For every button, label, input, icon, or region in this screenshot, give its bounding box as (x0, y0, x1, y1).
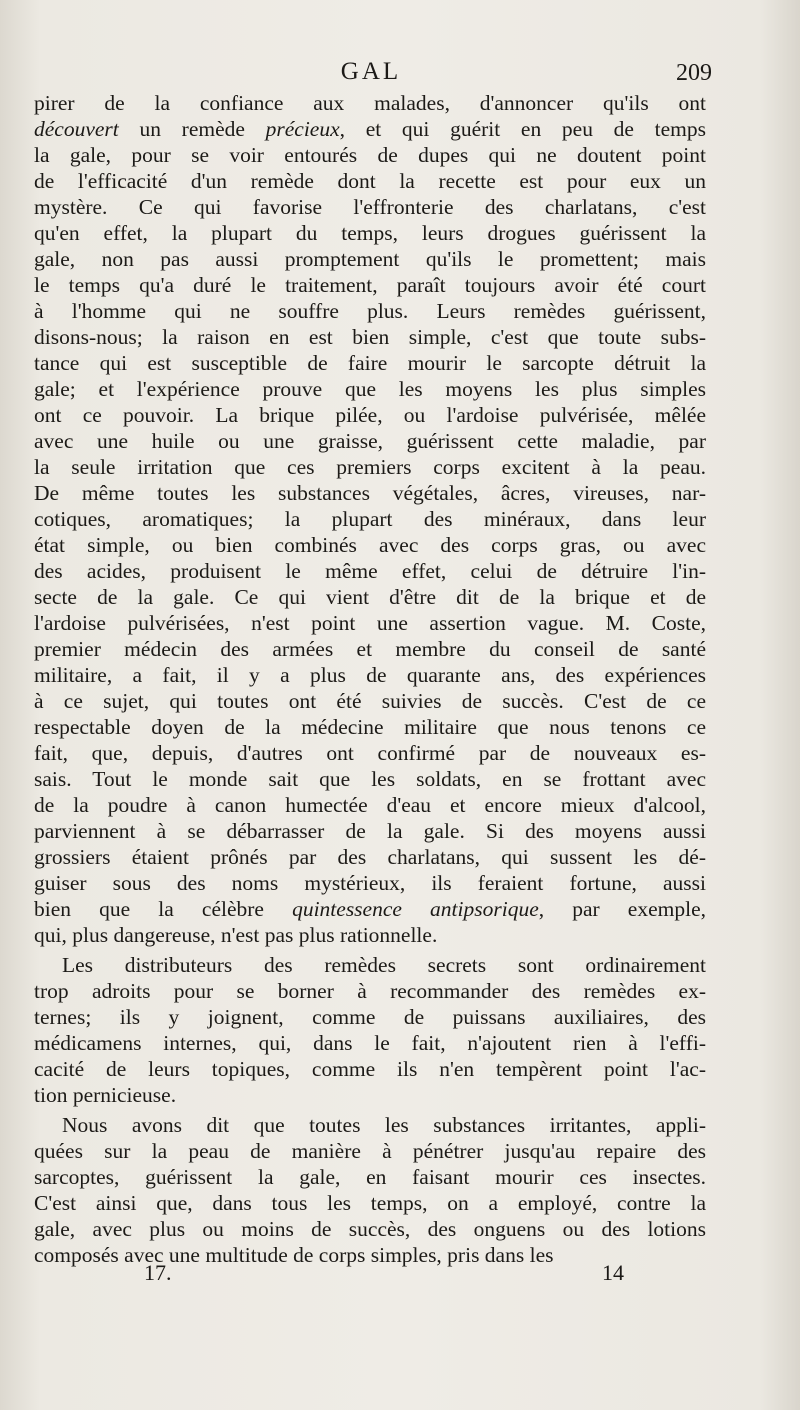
text-line (34, 1190, 706, 1216)
text-line (34, 1216, 706, 1242)
text-line (34, 532, 706, 558)
text-line (34, 818, 706, 844)
text-run: gale, avec plus ou moins de succès, des onguens ou des lotions (34, 1217, 706, 1241)
text-line (34, 194, 706, 220)
text-run: l'ardoise pulvérisées, n'est point une assertion vague. M. Coste, (34, 611, 706, 635)
text-run: Nous avons dit que toutes les substances irritantes, appli- (62, 1113, 706, 1137)
text-run: avec une huile ou une graisse, guérissent cette maladie, par (34, 429, 706, 453)
text-run: bien que la célèbre (34, 897, 293, 921)
text-run: à l'homme qui ne souffre plus. Leurs remèdes guérissent, (34, 299, 706, 323)
text-run: qui, plus dangereuse, n'est pas plus rationnelle. (34, 923, 438, 947)
text-line (34, 714, 706, 740)
text-run: ont ce pouvoir. La brique pilée, ou l'ardoise pulvérisée, mêlée (34, 403, 706, 427)
text-run: un remède (118, 117, 266, 141)
text-run: de l'efficacité d'un remède dont la recette est pour eux un (34, 169, 706, 193)
text-run: sais. Tout le monde sait que les soldats, en se frottant avec (34, 767, 706, 791)
text-run: la gale, pour se voir entourés de dupes qui ne doutent point (34, 143, 706, 167)
text-run: parviennent à se débarrasser de la gale. Si des moyens aussi (34, 819, 706, 843)
text-line (34, 298, 706, 324)
text-line (34, 1030, 706, 1056)
text-run: ternes; ils y joignent, comme de puissans auxiliaires, des (34, 1005, 706, 1029)
text-line (34, 402, 706, 428)
text-run: grossiers étaient prônés par des charlatans, qui sussent les dé- (34, 845, 706, 869)
text-line (34, 636, 706, 662)
text-run: militaire, a fait, il y a plus de quarante ans, des expériences (34, 663, 706, 687)
text-line (34, 792, 706, 818)
text-line (34, 896, 706, 922)
text-run: trop adroits pour se borner à recommander des remèdes ex- (34, 979, 706, 1003)
text-line (34, 870, 706, 896)
text-run: sarcoptes, guérissent la gale, en faisant mourir ces insectes. (34, 1165, 706, 1189)
text-run: tance qui est susceptible de faire mourir le sarcopte détruit la (34, 351, 706, 375)
text-run: médicamens internes, qui, dans le fait, n'ajoutent rien à l'effi- (34, 1031, 706, 1055)
text-line (34, 1164, 706, 1190)
text-line (34, 428, 706, 454)
text-line (34, 246, 706, 272)
text-run: quées sur la peau de manière à pénétrer jusqu'au repaire des (34, 1139, 706, 1163)
text-run: premier médecin des armées et membre du conseil de santé (34, 637, 706, 661)
text-line (34, 740, 706, 766)
text-line (34, 952, 706, 978)
text-line (34, 142, 706, 168)
page-footer (34, 1260, 706, 1290)
text-line (34, 978, 706, 1004)
text-run: qu'en effet, la plupart du temps, leurs drogues guérissent la (34, 221, 706, 245)
text-line (34, 662, 706, 688)
italic-run: précieux (265, 117, 340, 141)
paragraph (34, 1112, 706, 1268)
text-run: de la poudre à canon humectée d'eau et encore mieux d'alcool, (34, 793, 706, 817)
sheet-number: 14 (602, 1260, 624, 1285)
text-run: Les distributeurs des remèdes secrets sont ordinairement (62, 953, 706, 977)
text-run: C'est ainsi que, dans tous les temps, on a employé, contre la (34, 1191, 706, 1215)
running-head: GAL (340, 58, 402, 85)
text-run: le temps qu'a duré le traitement, paraît toujours avoir été court (34, 273, 706, 297)
text-line (34, 766, 706, 792)
text-run: , et qui guérit en peu de temps (339, 117, 707, 141)
text-run: mystère. Ce qui favorise l'effronterie des charlatans, c'est (34, 195, 706, 219)
text-line (34, 558, 706, 584)
italic-run: découvert (34, 117, 119, 141)
text-line (34, 1056, 706, 1082)
text-line (34, 272, 706, 298)
text-line (34, 1082, 706, 1108)
text-line (34, 584, 706, 610)
text-run: respectable doyen de la médecine militaire que nous tenons ce (34, 715, 706, 739)
text-run: pirer de la confiance aux malades, d'annoncer qu'ils ont (34, 91, 706, 115)
paragraph (34, 952, 706, 1108)
body-text (34, 90, 706, 1268)
text-line (34, 1138, 706, 1164)
text-run: tion pernicieuse. (34, 1083, 177, 1107)
text-line (34, 506, 706, 532)
page-number: 209 (676, 60, 712, 86)
paragraph (34, 90, 706, 948)
text-run: composés avec une multitude de corps simples, pris dans les (34, 1243, 554, 1267)
italic-run: quintessence antipsorique (292, 897, 539, 921)
text-line (34, 116, 706, 142)
text-run: disons-nous; la raison en est bien simple, c'est que toute subs- (34, 325, 706, 349)
text-run: à ce sujet, qui toutes ont été suivies de succès. C'est de ce (34, 689, 706, 713)
text-line (34, 922, 706, 948)
text-run: état simple, ou bien combinés avec des corps gras, ou avec (34, 533, 706, 557)
text-run: cacité de leurs topiques, comme ils n'en tempèrent point l'ac- (34, 1057, 706, 1081)
text-line (34, 220, 706, 246)
text-line (34, 688, 706, 714)
text-run: fait, que, depuis, d'autres ont confirmé par de nouveaux es- (34, 741, 706, 765)
page-header (34, 58, 712, 92)
text-run: gale, non pas aussi promptement qu'ils le promettent; mais (34, 247, 706, 271)
text-line (34, 844, 706, 870)
text-line (34, 1112, 706, 1138)
text-line (34, 610, 706, 636)
text-run: des acides, produisent le même effet, celui de détruire l'in- (34, 559, 706, 583)
text-run: cotiques, aromatiques; la plupart des minéraux, dans leur (34, 507, 706, 531)
text-run: , par exemple, (538, 897, 706, 921)
text-line (34, 376, 706, 402)
text-run: gale; et l'expérience prouve que les moyens les plus simples (34, 377, 706, 401)
text-run: secte de la gale. Ce qui vient d'être dit de la brique et de (34, 585, 706, 609)
text-run: guiser sous des noms mystérieux, ils feraient fortune, aussi (34, 871, 706, 895)
text-line (34, 1004, 706, 1030)
text-line (34, 90, 706, 116)
text-line (34, 480, 706, 506)
text-line (34, 324, 706, 350)
text-line (34, 168, 706, 194)
signature-mark: 17. (144, 1260, 172, 1285)
text-line (34, 350, 706, 376)
text-run: De même toutes les substances végétales, âcres, vireuses, nar- (34, 481, 706, 505)
text-run: la seule irritation que ces premiers corps excitent à la peau. (34, 455, 706, 479)
text-line (34, 454, 706, 480)
